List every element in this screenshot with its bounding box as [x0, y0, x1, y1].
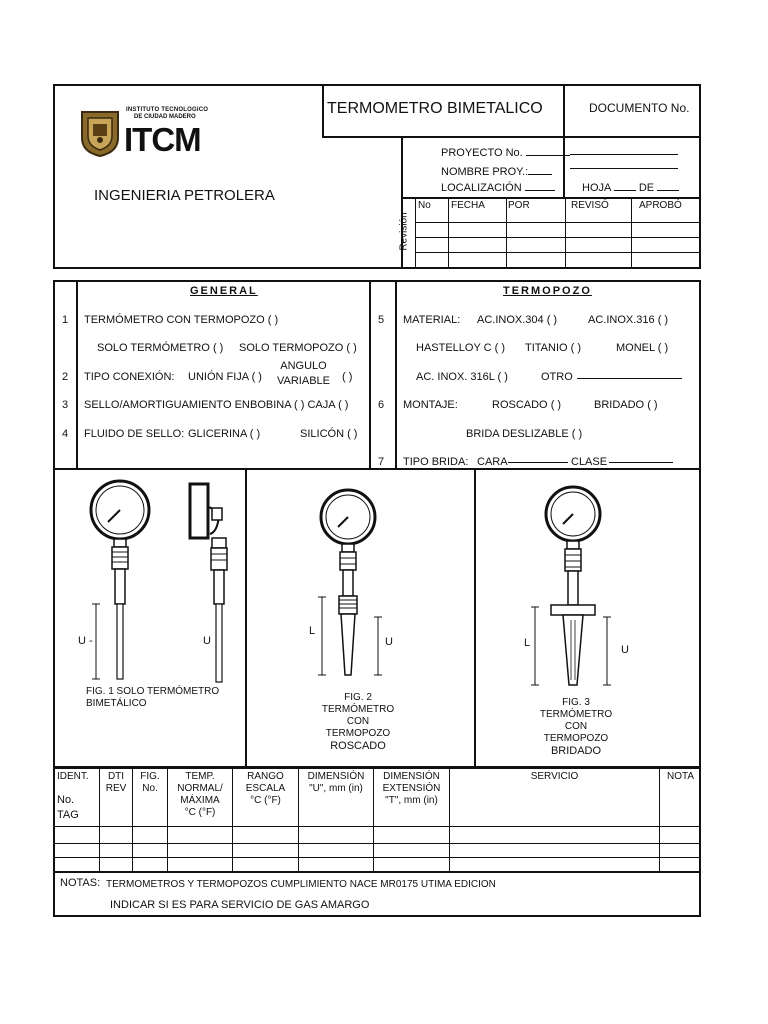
- proyecto-label: PROYECTO No.: [441, 146, 570, 159]
- fig2-caption: FIG. 2 TERMÓMETRO CON TERMOPOZO ROSCADO: [321, 692, 395, 752]
- general-row-3-label: SELLO/AMORTIGUAMIENTO EN:: [84, 399, 253, 411]
- termopozo-title: TERMOPOZO: [503, 285, 592, 297]
- termopozo-row-5b-opt1: HASTELLOY C ( ): [416, 342, 506, 354]
- notes-line-2: INDICAR SI ES PARA SERVICIO DE GAS AMARGO: [110, 899, 370, 911]
- notes-line-1: TERMOMETROS Y TERMOPOZOS CUMPLIMIENTO NACE MR0175 UTIMA EDICION: [106, 879, 496, 890]
- seal-icon: [78, 108, 122, 158]
- institute-name-line2: DE CIUDAD MADERO: [134, 114, 196, 120]
- general-row-2-opt: UNIÓN FIJA ( ): [188, 371, 262, 383]
- termopozo-row-6-label: MONTAJE:: [403, 399, 458, 411]
- general-row-3-num: 3: [62, 399, 69, 411]
- rev-col-fecha: FECHA: [451, 200, 485, 211]
- termopozo-row-5b-opt2: TITANIO ( ): [525, 342, 582, 354]
- termopozo-row-5c-opt1: AC. INOX. 316L ( ): [416, 371, 508, 383]
- termopozo-row-7-num: 7: [378, 456, 385, 468]
- termopozo-row-6b: BRIDA DESLIZABLE ( ): [466, 428, 583, 440]
- fig2-label-u: U: [385, 636, 393, 648]
- hoja-label: HOJA DE: [582, 181, 679, 194]
- document-title: TERMOMETRO BIMETALICO: [327, 100, 543, 117]
- termopozo-row-5-opt2: AC.INOX.316 ( ): [588, 314, 669, 326]
- fig2-label-l: L: [309, 625, 316, 637]
- col-dimension-t: DIMENSIÓN EXTENSIÓN "T", mm (in): [382, 771, 441, 806]
- localizacion-label: LOCALIZACIÓN: [441, 181, 555, 194]
- department-name: INGENIERIA PETROLERA: [94, 187, 275, 204]
- col-ident: IDENT.: [57, 771, 89, 782]
- fig1-caption-line2: BIMETÁLICO: [86, 698, 147, 709]
- termopozo-row-7-cara: CARA: [477, 456, 508, 468]
- general-row-2-paren: ( ): [342, 371, 353, 383]
- rev-col-aprobo: APROBÓ: [639, 200, 682, 211]
- fig3-label-u: U: [621, 644, 629, 656]
- general-row-4-label: FLUIDO DE SELLO:: [84, 428, 185, 440]
- termopozo-row-7-label: TIPO BRIDA:: [403, 456, 469, 468]
- col-dti: DTI REV: [105, 771, 127, 794]
- general-row-2-angulo: ANGULO VARIABLE: [277, 360, 330, 387]
- termopozo-row-5c-otro: OTRO: [541, 371, 573, 383]
- termopozo-row-6-opt1: ROSCADO ( ): [492, 399, 562, 411]
- general-row-2-num: 2: [62, 371, 69, 383]
- fig1-caption-line1: FIG. 1 SOLO TERMÓMETRO: [86, 686, 220, 697]
- revision-label: Revisión: [398, 212, 410, 251]
- documento-label: DOCUMENTO No.: [589, 101, 690, 115]
- termopozo-row-5: MATERIAL:: [403, 314, 461, 326]
- general-row-4-opt2: SILICÓN ( ): [300, 428, 358, 440]
- col-ident-no: No. TAG: [57, 794, 79, 821]
- fig1-label-u: U: [203, 635, 211, 647]
- termopozo-row-7-clase: CLASE: [571, 456, 608, 468]
- general-row-3-opts: BOBINA ( ) CAJA ( ): [250, 399, 349, 411]
- termopozo-row-5b-opt3: MONEL ( ): [616, 342, 669, 354]
- col-nota: NOTA: [666, 771, 695, 782]
- general-row-2-label: TIPO CONEXIÓN:: [84, 371, 175, 383]
- col-dimension-u: DIMENSIÓN "U", mm (in): [307, 771, 365, 794]
- col-temp: TEMP. NORMAL/ MÁXIMA °C (°F): [177, 771, 223, 818]
- general-row-1-text: TERMÓMETRO CON TERMOPOZO ( ): [84, 314, 279, 326]
- fig3-caption: FIG. 3 TERMÓMETRO CON TERMOPOZO BRIDADO: [539, 697, 613, 757]
- general-row-1: 1: [62, 314, 69, 326]
- col-fig: FIG. No.: [140, 771, 160, 794]
- general-row-4-opt1: GLICERINA ( ): [188, 428, 261, 440]
- termopozo-row-6-num: 6: [378, 399, 385, 411]
- fig1-label-u-dash: U -: [78, 635, 93, 647]
- rev-col-no: No: [418, 200, 431, 211]
- notes-label: NOTAS:: [60, 877, 101, 889]
- termopozo-row-6-opt2: BRIDADO ( ): [594, 399, 658, 411]
- fig1-thermometer-drawing: [60, 472, 240, 687]
- logo-text: ITCM: [124, 121, 201, 158]
- nombre-label: NOMBRE PROY.:: [441, 165, 552, 178]
- general-row-1b-text: SOLO TERMÓMETRO ( ): [97, 342, 224, 354]
- general-row-4-num: 4: [62, 428, 69, 440]
- rev-col-por: POR: [508, 200, 530, 211]
- fig3-thermometer-drawing: [515, 480, 645, 690]
- rev-col-reviso: REVISÓ: [571, 200, 609, 211]
- termopozo-row-5-num: 5: [378, 314, 385, 326]
- col-servicio: SERVICIO: [530, 771, 579, 782]
- fig3-label-l: L: [524, 637, 531, 649]
- general-row-1b-alt: SOLO TERMOPOZO ( ): [239, 342, 357, 354]
- institute-name-line1: INSTITUTO TECNOLOGICO: [126, 107, 209, 113]
- col-rango: RANGO ESCALA °C (°F): [245, 771, 286, 806]
- termopozo-row-5-opt1: AC.INOX.304 ( ): [477, 314, 558, 326]
- fig2-thermometer-drawing: [300, 485, 410, 685]
- general-title: GENERAL: [190, 285, 258, 297]
